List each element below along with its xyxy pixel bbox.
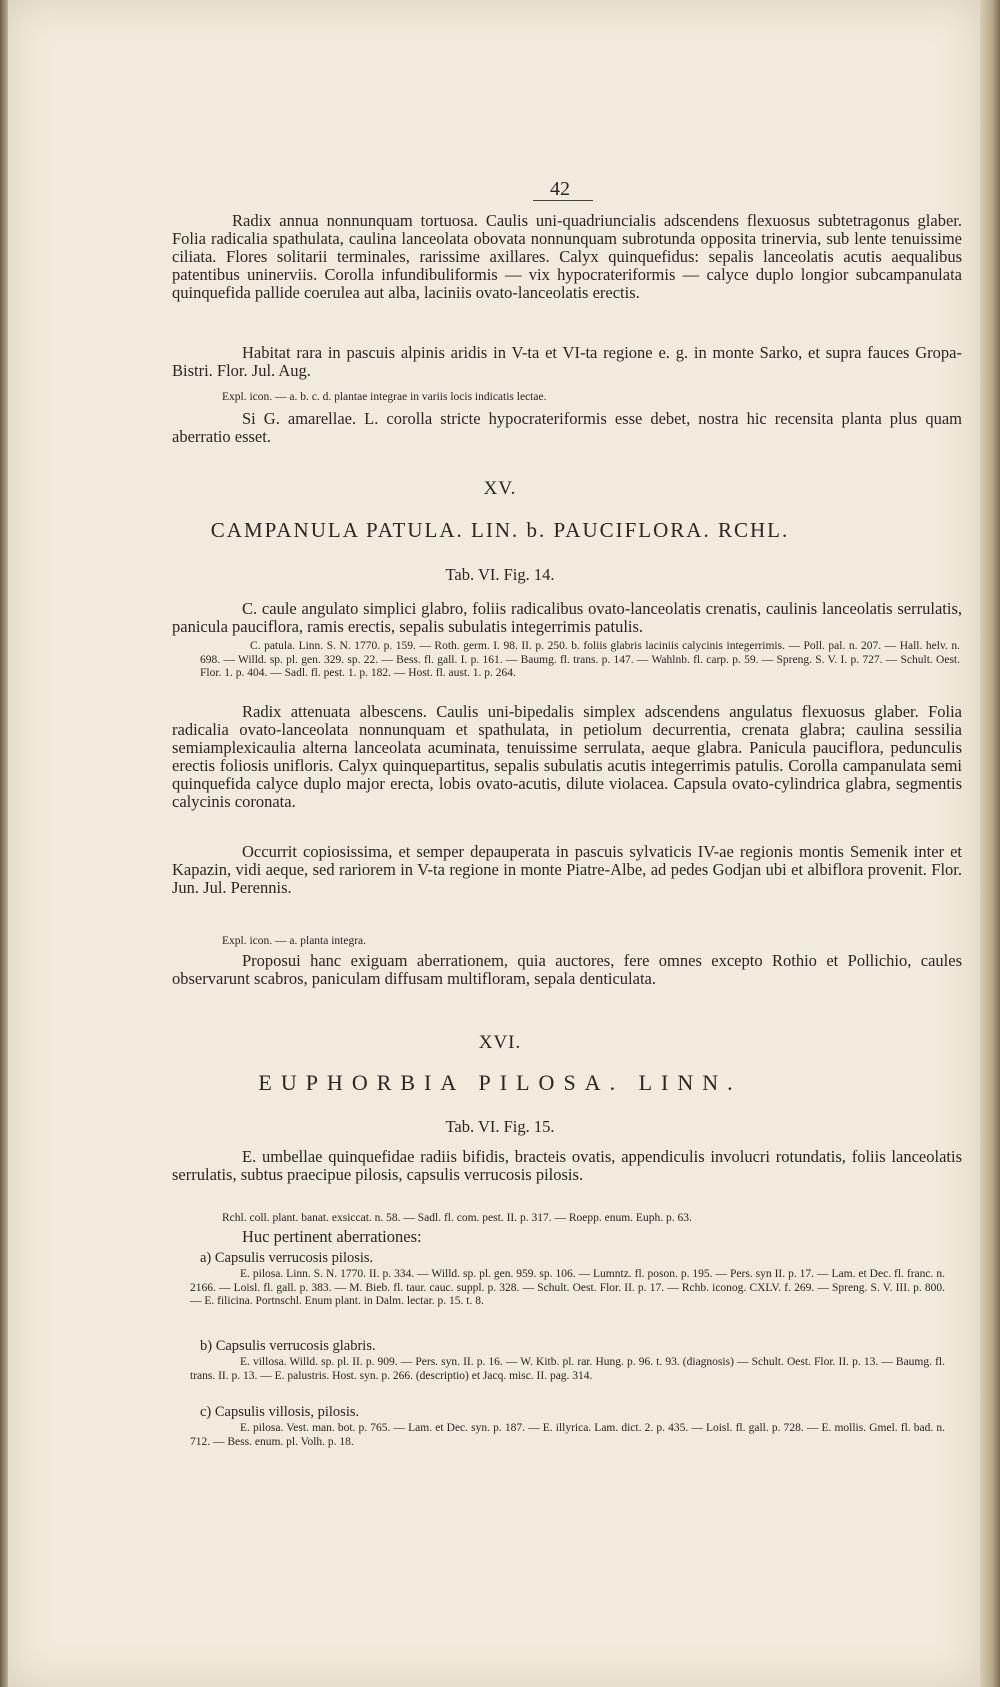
species-title-euphorbia: EUPHORBIA PILOSA. LINN. [258,1070,742,1095]
aberration-b-label: b) Capsulis verrucosis glabris. [200,1338,376,1354]
aberration-b-synonyms: E. villosa. Willd. sp. pl. II. p. 909. — Pers. syn. II. p. 16. — W. Kitb. pl. rar. Hung. p. 96. t. 93. (diagnosis) — Schult. Oest. Flor. II. p. 13. — Baumg. fl. trans. II. p. 13. — E. palustris. Host. syn. p. 266. (descriptio) et Jacq. misc. II. pag. 314. [190,1356,945,1382]
euphorbia-synonyms: Rchl. coll. plant. banat. exsiccat. n. 58. — Sadl. fl. com. pest. II. p. 317. — Roepp. enum. Euph. p. 63. [222,1212,692,1224]
gentiana-habitat: Habitat rara in pascuis alpinis aridis in V-ta et VI-ta regione e. g. in monte Sarko, et supra fauces Gropa-Bistri. Flor. Jul. Aug. [172,343,962,380]
campanula-synonyms: C. patula. Linn. S. N. 1770. p. 159. — Roth. germ. I. 98. II. p. 250. b. foliis glabris laciniis calycinis integerrimis. — Poll. pal. n. 207. — Hall. helv. n. 698. — Willd. sp. pl. gen. 329. sp. 22. — Bess. fl. gall. I. p. 161. — Baumg. fl. trans. p. 147. — Wahlnb. fl. carp. p. 59. — Spreng. S. V. I. p. 727. — Schult. Oest. Flor. 1. p. 404. — Sadl. fl. pest. 1. p. 182. — Host. fl. aust. 1. p. 264. [200,640,960,679]
aberration-a-label: a) Capsulis verrucosis pilosis. [200,1250,374,1266]
aberration-c-label: c) Capsulis villosis, pilosis. [200,1404,360,1420]
page-number: 42 [550,178,570,200]
campanula-description: Radix attenuata albescens. Caulis uni-bipedalis simplex adscendens angulatus flexuosus glaber. Folia radicalia ovato-lanceolata nonnunquam et spathulata, in petiolum decurrentia, crenata glabra; caulina sessilia semiamplexicaulia alterna lanceolata acuminata, tenuissime serrulata, aeque glabra. Panicula pauciflora, pedunculis erectis foliosis unifloris. Calyx quinquepartitus, sepalis subulatis acutis integerrimis patulis. Corolla campanulata semi quinquefida calyce duplo major erecta, lobis ovato-acutis, dilute violacea. Capsula ovato-cylindrica glabra, segmentis calycinis coronata. [172,702,962,811]
aberration-c-synonyms: E. pilosa. Vest. man. bot. p. 765. — Lam. et Dec. syn. p. 187. — E. illyrica. Lam. dict. 2. p. 435. — Loisl. fl. gall. p. 728. — E. mollis. Gmel. fl. bad. n. 712. — Bess. enum. pl. Volh. p. 18. [190,1422,945,1448]
section-numeral-xvi: XVI. [478,1032,522,1053]
campanula-habitat: Occurrit copiosissima, et semper depauperata in pascuis sylvaticis IV-ae regionis montis Semenik inter et Kapazin, vidi aeque, sed rariorem in V-ta regione in monte Piatre-Albe, ad pedes Godjan ubi et albiflora provenit. Flor. Jun. Jul. Perennis. [172,842,962,897]
page-edge [980,0,1000,1687]
plate-reference-euphorbia: Tab. VI. Fig. 15. [445,1117,555,1136]
euphorbia-pertinent: Huc pertinent aberrationes: [242,1227,422,1246]
campanula-diagnosis: C. caule angulato simplici glabro, foliis radicalibus ovato-lanceolatis crenatis, caulinis lanceolatis serrulatis, panicula pauciflora, ramis erectis, sepalis subulatis integerrimis patulis. [172,599,962,636]
campanula-expl: Expl. icon. — a. planta integra. [222,935,367,947]
section-numeral-xv: XV. [483,478,517,499]
gentiana-description: Radix annua nonnunquam tortuosa. Caulis uni-quadriuncialis adscendens flexuosus subtetragonus glaber. Folia radicalia spathulata, caulina lanceolata obovata nonnunquam subrotunda opposita trinervia, sub lente tenuissime ciliata. Flores solitarii terminales, rarissime axillares. Calyx quinquefidus: sepalis lanceolatis acutis aequalibus patentibus uninerviis. Corolla infundibuliformis — vix hypocrateriformis — calyce duplo longior subcampanulata quinquefida pallide coerulea aut alba, laciniis ovato-lanceolatis erectis. [172,211,962,302]
campanula-note: Proposui hanc exiguam aberrationem, quia auctores, fere omnes excepto Rothio et Pollichio, caules observarunt scabros, paniculam diffusam multifloram, sepala denticulata. [172,951,962,988]
euphorbia-diagnosis: E. umbellae quinquefidae radiis bifidis, bracteis ovatis, appendiculis involucri rotundatis, foliis lanceolatis serrulatis, subtus praecipue pilosis, capsulis verrucosis pilosis. [172,1147,962,1184]
page-number-rule [533,200,593,201]
species-title-campanula: CAMPANULA PATULA. LIN. b. PAUCIFLORA. RCHL. [210,518,790,542]
gentiana-note: Si G. amarellae. L. corolla stricte hypocrateriformis esse debet, nostra hic recensita planta plus quam aberratio esset. [172,409,962,446]
aberration-a-synonyms: E. pilosa. Linn. S. N. 1770. II. p. 334. — Willd. sp. pl. gen. 959. sp. 106. — Lumntz. fl. poson. p. 195. — Pers. syn II. p. 17. — Lam. et Dec. fl. franc. n. 2166. — Loisl. fl. gall. p. 383. — M. Bieb. fl. taur. cauc. suppl. p. 328. — Schult. Oest. Flor. II. p. 17. — Rchb. iconog. CXLV. f. 269. — Spreng. S. V. III. p. 800. — E. filicina. Portnschl. Enum plant. in Dalm. lectar. p. 15. t. 8. [190,1268,945,1307]
gentiana-expl: Expl. icon. — a. b. c. d. plantae integrae in variis locis indicatis lectae. [222,391,547,403]
plate-reference-campanula: Tab. VI. Fig. 14. [445,565,555,584]
